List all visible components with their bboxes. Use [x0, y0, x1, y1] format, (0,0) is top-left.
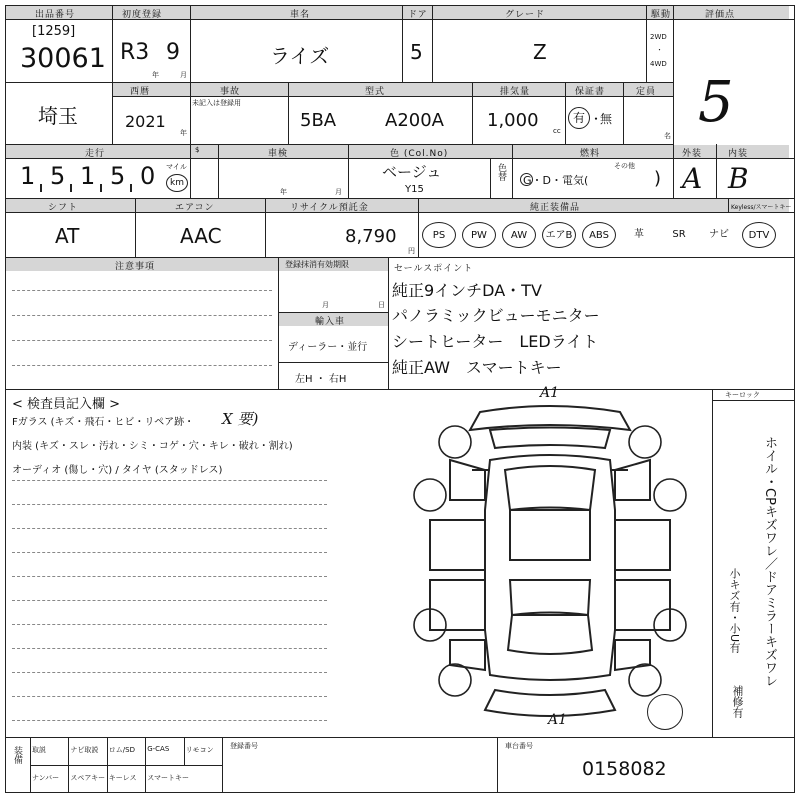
car-diagram — [410, 400, 690, 730]
footer-option: キーレス — [108, 774, 137, 782]
car-name-label: 車名 — [290, 10, 311, 20]
lot-code: [1259] — [32, 24, 76, 39]
ac-value: AAC — [180, 224, 222, 248]
footer-option: ロム/SD — [108, 746, 135, 754]
equipment-6: SR — [672, 229, 686, 240]
first-reg-label: 初度登録 — [122, 10, 163, 20]
warranty-yes-circle: 有 — [568, 107, 590, 129]
lot-label: 出品番号 — [35, 10, 76, 20]
mileage-digit: 5 — [110, 162, 126, 190]
footer-option: G-CAS — [147, 745, 170, 753]
glass-note: Fガラス (キズ・飛石・ヒビ・リペア跡・ — [12, 417, 195, 428]
exterior-grade: A — [682, 162, 703, 195]
mileage-digits — [14, 160, 164, 194]
spare-tire-circle — [647, 694, 683, 730]
chassis-number: 0158082 — [582, 758, 667, 780]
model-value: A200A — [385, 110, 444, 131]
equipment-1: PW — [462, 222, 496, 248]
score-label: 評価点 — [705, 10, 736, 20]
sales-point-2: パノラミックビューモニター — [392, 306, 600, 325]
equipment-3: エアB — [542, 222, 576, 248]
recycle-amount: 8,790 — [345, 226, 397, 247]
drive-4wd: 4WD — [650, 60, 667, 68]
mileage-digit: 1 — [20, 162, 36, 190]
damage-mark-bottom: A1 — [548, 712, 568, 728]
grade-label: グレード — [505, 10, 546, 20]
doors-value: 5 — [410, 40, 423, 64]
equipment-7: ナビ — [709, 229, 729, 240]
equipment-list — [420, 218, 790, 254]
color-value: ベージュ — [382, 163, 442, 181]
score-value: 5 — [698, 70, 734, 135]
damage-mark-top: A1 — [540, 385, 560, 401]
era-year: R3 — [120, 40, 150, 65]
footer-option: リモコン — [185, 746, 214, 754]
mileage-digit: 5 — [50, 162, 66, 190]
car-name: ライズ — [270, 44, 330, 68]
shift-value: AT — [55, 224, 80, 248]
inspector-legend-repair: 補修有 — [731, 685, 744, 718]
footer-option: ナンバー — [32, 774, 60, 782]
region: 埼玉 — [38, 104, 78, 128]
footer-option: スマートキー — [147, 774, 190, 782]
doors-label: ドア — [408, 10, 428, 20]
mileage-digit: 0 — [140, 162, 156, 190]
mileage-digit: 1 — [80, 162, 96, 190]
equipment-0: PS — [422, 222, 456, 248]
footer-options — [30, 737, 222, 793]
sales-point-3: シートヒーター LEDライト — [392, 332, 599, 351]
equipment-5: 革 — [634, 229, 644, 240]
sales-point-1: 純正9インチDA・TV — [392, 281, 542, 300]
audio-note: オーディオ (傷し・穴) / タイヤ (スタッドレス) — [12, 465, 223, 476]
mileage-km-circle: km — [166, 174, 188, 192]
reg-month: 9 — [166, 40, 180, 65]
inspector-lines — [12, 480, 332, 740]
footer-option: スペアキー — [70, 774, 106, 782]
sales-point-4: 純正AW スマートキー — [392, 358, 562, 377]
footer-option: ナビ取説 — [70, 746, 99, 754]
inspector-legend-small: 小キズ有・小U有 — [728, 568, 741, 654]
interior-note: 内装 (キズ・スレ・汚れ・シミ・コゲ・穴・キレ・破れ・割れ) — [12, 441, 293, 452]
footer-option: 取説 — [32, 746, 46, 754]
drive-label: 駆動 — [651, 10, 672, 20]
equipment-4: ABS — [582, 222, 616, 248]
grade-value: Z — [533, 40, 547, 64]
equipment-8: DTV — [742, 222, 776, 248]
lot-number: 30061 — [20, 43, 106, 74]
inspector-title: < 検査員記入欄 > — [12, 397, 121, 412]
glass-mark: X 要) — [222, 410, 259, 428]
fuel-options: G・D・電気( — [523, 174, 589, 187]
inspector-legend: ホイル・CPキズワレ／ドアミラーキズワレ — [762, 436, 777, 687]
drive-2wd: 2WD — [650, 33, 667, 41]
color-code: Y15 — [405, 184, 424, 195]
model-prefix: 5BA — [300, 110, 337, 131]
interior-grade: B — [728, 162, 749, 195]
displacement: 1,000 — [487, 110, 539, 131]
equipment-2: AW — [502, 222, 536, 248]
year-value: 2021 — [125, 112, 166, 131]
